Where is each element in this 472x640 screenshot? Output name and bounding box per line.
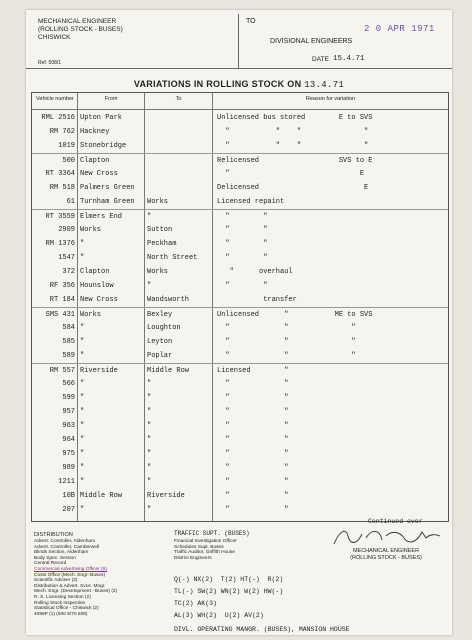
distribution-item: Advert. Controller, Aldenham xyxy=(34,539,96,544)
remark-cell: " " " xyxy=(217,352,356,360)
table-row xyxy=(32,349,448,363)
from-cell: New Cross xyxy=(80,170,118,178)
remark-cell: Licensed repaint xyxy=(217,198,285,206)
vehicle-cell: 61 xyxy=(66,198,75,206)
to-cell: Peckham xyxy=(147,240,177,248)
table-row xyxy=(32,391,448,405)
table-row xyxy=(32,181,448,195)
table-row xyxy=(32,111,448,125)
header-rule xyxy=(26,68,452,69)
vehicle-cell: 989 xyxy=(62,464,75,472)
to-cell: Leyton xyxy=(147,338,173,346)
remark-cell: " " xyxy=(217,422,289,430)
to-label: TO xyxy=(246,18,256,25)
vehicle-cell: 372 xyxy=(62,268,75,276)
remark-cell: " " " xyxy=(217,324,356,332)
from-cell: " xyxy=(80,394,85,402)
table-row xyxy=(32,265,448,279)
distribution-item: Costs Office (Mech. Engr.-Buses) xyxy=(34,572,106,578)
remark-cell: " " " xyxy=(217,338,356,346)
from-cell: Upton Park xyxy=(80,114,123,122)
remark-cell: " " xyxy=(217,213,268,221)
vehicle-cell: 585 xyxy=(62,338,75,346)
table-row xyxy=(32,321,448,335)
signatory-line: MECHANICAL ENGINEER xyxy=(352,548,420,554)
from-cell: " xyxy=(80,254,85,262)
header-rule xyxy=(32,109,448,110)
document-page xyxy=(26,10,452,635)
distribution-item: Scientific Adviser (2) xyxy=(34,578,78,584)
table-row xyxy=(32,139,448,153)
vehicle-cell: RF 356 xyxy=(49,282,75,290)
from-cell: " xyxy=(80,240,85,248)
table-row xyxy=(32,335,448,349)
remark-cell: Unlicensed bus stored E to SVS xyxy=(217,114,373,122)
traffic-item: Traffic Auditor, Griffith House xyxy=(174,550,235,556)
depot-code-line: TL(-) SW(2) WN(2) W(2) HW(-) xyxy=(174,588,284,595)
table-row xyxy=(32,153,448,168)
depot-code-line: AL(3) WH(2) U(2) AV(2) xyxy=(174,612,264,619)
table-row xyxy=(32,405,448,419)
depot-codes xyxy=(174,574,283,622)
document-title xyxy=(26,79,452,90)
to-cell: " xyxy=(147,213,152,221)
from-cell: Elmers End xyxy=(80,213,123,221)
vehicle-cell: SMS 431 xyxy=(45,311,75,319)
to-cell: Works xyxy=(147,268,169,276)
vehicle-cell: RM 1376 xyxy=(45,240,75,248)
remark-cell: " E xyxy=(217,170,365,178)
sender-line: MECHANICAL ENGINEER xyxy=(38,18,117,25)
traffic-title: TRAFFIC SUPT. (BUSES) xyxy=(174,530,250,537)
to-cell: " xyxy=(147,380,152,388)
from-cell: Hounslow xyxy=(80,282,114,290)
vehicle-cell: 599 xyxy=(62,394,75,402)
recipient: DIVISIONAL ENGINEERS xyxy=(270,38,353,45)
to-cell: " xyxy=(147,422,152,430)
remark-cell: " " xyxy=(217,492,289,500)
date-label: DATE xyxy=(312,56,329,63)
from-cell: " xyxy=(80,422,85,430)
to-cell: " xyxy=(147,478,152,486)
remark-cell: Delicensed E xyxy=(217,184,369,192)
sender-line: CHISWICK xyxy=(38,34,71,41)
remark-cell: " " xyxy=(217,436,289,444)
footer xyxy=(26,518,452,635)
remark-cell: " " xyxy=(217,240,268,248)
table-row xyxy=(32,167,448,181)
header-divider xyxy=(238,14,239,68)
to-cell: " xyxy=(147,394,152,402)
sender-block xyxy=(38,18,228,42)
from-cell: Clapton xyxy=(80,157,110,165)
remark-cell: transfer xyxy=(217,296,297,304)
vehicle-cell: 2909 xyxy=(58,226,75,234)
depot-code-line: Q(-) NX(2) T(2) HT(-) R(2) xyxy=(174,576,284,583)
distribution-item: Distribution & Advert. Svce. Mngr. xyxy=(34,583,106,589)
from-cell: " xyxy=(80,506,85,514)
to-cell: " xyxy=(147,450,152,458)
from-cell: " xyxy=(80,380,85,388)
to-cell: Loughton xyxy=(147,324,181,332)
to-cell: North Street xyxy=(147,254,198,262)
from-cell: " xyxy=(80,450,85,458)
from-cell: Middle Row xyxy=(80,492,123,500)
remark-cell: " " xyxy=(217,226,268,234)
vehicle-cell: 1211 xyxy=(58,478,75,486)
table-row xyxy=(32,209,448,224)
vehicle-cell: 566 xyxy=(62,380,75,388)
traffic-list xyxy=(174,539,304,561)
vehicle-cell: 957 xyxy=(62,408,75,416)
remark-cell: " " xyxy=(217,254,268,262)
to-cell: Middle Row xyxy=(147,367,190,375)
table-row xyxy=(32,363,448,378)
remark-cell: " " xyxy=(217,394,289,402)
variations-table xyxy=(31,92,449,522)
vehicle-cell: 500 xyxy=(62,157,75,165)
from-cell: New Cross xyxy=(80,296,118,304)
from-cell: " xyxy=(80,352,85,360)
title-text: VARIATIONS IN ROLLING STOCK ON xyxy=(133,79,302,89)
vehicle-cell: 975 xyxy=(62,450,75,458)
vehicle-cell: 207 xyxy=(62,506,75,514)
vehicle-cell: RT 3364 xyxy=(45,170,75,178)
remark-cell: Unlicensed " ME to SVS xyxy=(217,311,373,319)
distribution-item: Mech. Engr. (Development - Buses) (2) xyxy=(34,589,118,595)
to-cell: Wandsworth xyxy=(147,296,190,304)
distribution-item: Body Spec. Section xyxy=(34,555,76,561)
remark-cell: " " xyxy=(217,408,289,416)
to-cell: Works xyxy=(147,198,169,206)
to-cell: " xyxy=(147,282,152,290)
vehicle-cell: RT 3559 xyxy=(45,213,75,221)
table-row xyxy=(32,503,448,517)
remark-cell: " " xyxy=(217,380,289,388)
vehicle-cell: RM 762 xyxy=(49,128,75,136)
remark-cell: " " " " xyxy=(217,128,369,136)
continued-note: Continued over xyxy=(368,518,423,525)
signatory-title xyxy=(330,548,442,562)
column-header-vehicle: Vehicle number xyxy=(36,96,74,102)
vehicle-cell: RM 557 xyxy=(49,367,75,375)
from-cell: Riverside xyxy=(80,367,118,375)
to-cell: " xyxy=(147,506,152,514)
table-row xyxy=(32,461,448,475)
distribution-item: Statistical Office - Chiswick (2) xyxy=(34,606,99,612)
divisional-office: DIVL. OPERATING MANGR. (BUSES), MANSION HOUSE xyxy=(174,626,350,633)
from-cell: " xyxy=(80,464,85,472)
title-date: 13.4.71 xyxy=(304,80,345,90)
distribution-item: Central Record xyxy=(34,561,67,567)
from-cell: " xyxy=(80,478,85,486)
table-row xyxy=(32,377,448,391)
to-cell: Bexley xyxy=(147,311,173,319)
from-cell: " xyxy=(80,408,85,416)
vehicle-cell: RML 2516 xyxy=(41,114,75,122)
distribution-item: Commercial Advertising Officer (6) xyxy=(34,566,107,572)
remark-cell: " overhaul xyxy=(217,268,293,276)
table-row xyxy=(32,447,448,461)
traffic-item: District Engineers xyxy=(174,555,212,561)
to-cell: " xyxy=(147,408,152,416)
remark-cell: " " xyxy=(217,506,289,514)
table-row xyxy=(32,433,448,447)
distribution-title: DISTRIBUTION xyxy=(34,532,73,538)
from-cell: " xyxy=(80,436,85,444)
from-cell: Works xyxy=(80,311,102,319)
table-row xyxy=(32,125,448,139)
distribution-item: 4086P (1) (500 5/70 508) xyxy=(34,611,88,617)
table-row xyxy=(32,419,448,433)
table-row xyxy=(32,251,448,265)
depot-code-line: TC(2) AK(3) xyxy=(174,600,217,607)
vehicle-cell: 964 xyxy=(62,436,75,444)
distribution-item: Blinds Section, Aldenham xyxy=(34,550,89,556)
table-row xyxy=(32,307,448,322)
from-cell: Clapton xyxy=(80,268,110,276)
vehicle-cell: 589 xyxy=(62,352,75,360)
vehicle-cell: RT 184 xyxy=(49,296,75,304)
to-cell: Poplar xyxy=(147,352,173,360)
table-row xyxy=(32,195,448,209)
vehicle-cell: 584 xyxy=(62,324,75,332)
remark-cell: " " xyxy=(217,282,268,290)
from-cell: Palmers Green xyxy=(80,184,135,192)
from-cell: " xyxy=(80,324,85,332)
from-cell: Turnham Green xyxy=(80,198,135,206)
remark-cell: Relicensed SVS to E xyxy=(217,157,373,165)
vehicle-cell: RM 518 xyxy=(49,184,75,192)
remark-cell: " " xyxy=(217,478,289,486)
vehicle-cell: 10B xyxy=(62,492,75,500)
to-cell: " xyxy=(147,464,152,472)
table-row xyxy=(32,475,448,489)
distribution-item: Rolling Stock Inspection xyxy=(34,600,86,606)
remark-cell: " " xyxy=(217,450,289,458)
traffic-item: Schedules Supt. Buses xyxy=(174,544,224,550)
vehicle-cell: 1547 xyxy=(58,254,75,262)
distribution-item: R. S. Licensing Section (2) xyxy=(34,594,91,600)
vehicle-cell: 963 xyxy=(62,422,75,430)
received-stamp: 2 0 APR 1971 xyxy=(364,24,435,34)
table-row xyxy=(32,293,448,307)
vehicle-cell: 1019 xyxy=(58,142,75,150)
table-row xyxy=(32,489,448,503)
column-header-reason: Reason for variation xyxy=(305,96,356,102)
sender-line: (ROLLING STOCK - BUSES) xyxy=(38,26,123,33)
from-cell: " xyxy=(80,338,85,346)
table-row xyxy=(32,279,448,293)
to-cell: Sutton xyxy=(147,226,173,234)
from-cell: Hackney xyxy=(80,128,110,136)
distribution-item: Advert. Controller, Camberwell xyxy=(34,544,100,550)
table-row xyxy=(32,223,448,237)
signatory-line: (ROLLING STOCK - BUSES) xyxy=(350,555,422,561)
column-header-from: From xyxy=(104,96,118,102)
remark-cell: " " xyxy=(217,464,289,472)
distribution-list xyxy=(34,539,174,617)
traffic-item: Financial Investigation Officer xyxy=(174,539,237,544)
signature xyxy=(326,524,444,550)
remark-cell: Licensed " xyxy=(217,367,289,375)
to-cell: Riverside xyxy=(147,492,185,500)
column-header-to: To xyxy=(175,96,182,102)
table-row xyxy=(32,237,448,251)
from-cell: Works xyxy=(80,226,102,234)
date-value: 15.4.71 xyxy=(333,55,365,63)
to-cell: " xyxy=(147,436,152,444)
reference-number: Ref. 508/1 xyxy=(38,60,62,66)
remark-cell: " " " " xyxy=(217,142,369,150)
from-cell: Stonebridge xyxy=(80,142,127,150)
